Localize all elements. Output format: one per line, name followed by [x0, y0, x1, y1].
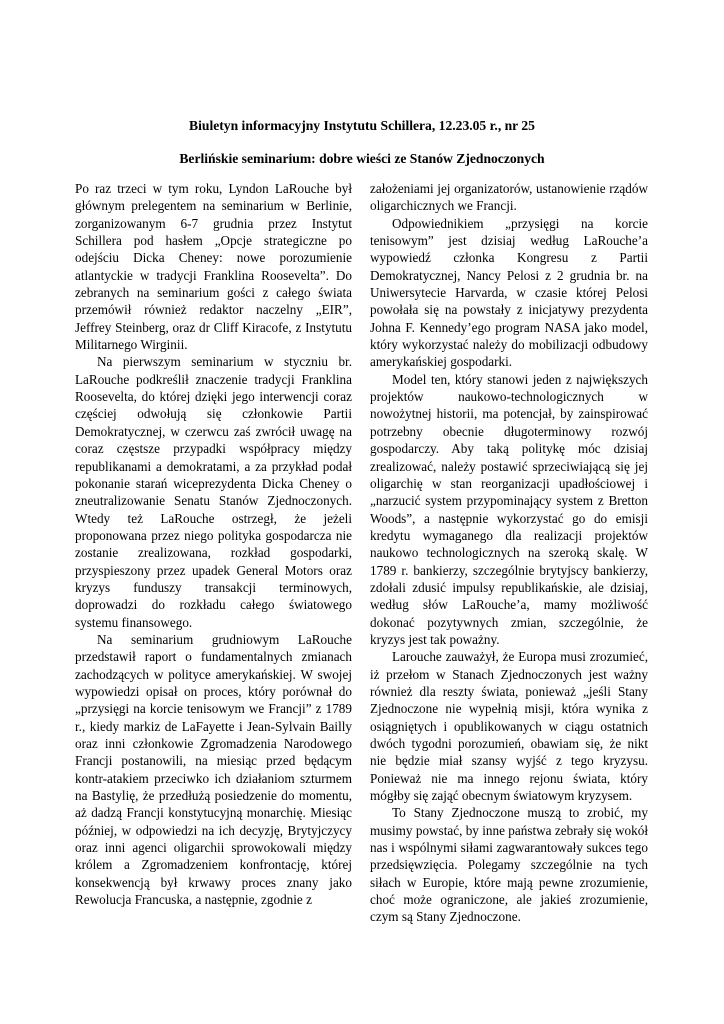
- paragraph-right-4: Larouche zauważył, że Europa musi zrozumieć, iż przełom w Stanach Zjednoczonych jest ważny również dla reszty świata, ponieważ „jeśli Stany Zjednoczone nie wypełnią misji, która wynika z osiągniętych i opublikowanych w ciągu ostatnich dwóch tygodni porozumień, obawiam się, że nikt nie będzie miał szansy wyjść z tego kryzysu. Ponieważ nie ma innego rejonu świata, który mógłby się zająć obecnym światowym kryzysem.: [370, 649, 648, 804]
- bulletin-title: Biuletyn informacyjny Instytutu Schillera, 12.23.05 r., nr 25: [189, 118, 535, 133]
- paragraph-right-3: Model ten, który stanowi jeden z największych projektów naukowo-technologicznych w nowożytnej historii, ma potencjał, by zainspirować potrzebny obecnie długoterminowy rozwój gospodarczy. Aby taką politykę móc dzisiaj zrealizować, należy postawić sprzeciwiającą się jej oligarchię w stan reorganizacji upadłościowej i „narzucić system przypominający system z Bretton Woods”, a następnie wykorzystać go do emisji kredytu wymaganego dla realizacji projektów naukowo technologicznych na szeroką skalę. W 1789 r. bankierzy, szczególnie brytyjscy bankierzy, zdołali zdusić impulsy republikańskie, ale dzisiaj, według słów LaRouche’a, mamy możliwość dokonać pozytywnych zmian, szczególnie, że kryzys jest tak poważny.: [370, 371, 648, 647]
- paragraph-right-2: Odpowiednikiem „przysięgi na korcie tenisowym” jest dzisiaj według LaRouche’a wypowiedź członka Kongresu z Partii Demokratycznej, Nancy Pelosi z 2 grudnia br. na Uniwersytecie Harvarda, w czasie której Pelosi powołała się na powstały z inicjatywy prezydenta Johna F. Kennedy’ego program NASA jako model, który wykorzystać należy do mobilizacji odbudowy amerykańskiej gospodarki.: [370, 215, 648, 370]
- paragraph-right-1: założeniami jej organizatorów, ustanowienie rządów oligarchicznych we Francji.: [370, 181, 648, 214]
- paragraph-right-5: To Stany Zjednoczone muszą to zrobić, my musimy powstać, by inne państwa zebrały się wokół nas i wspólnymi siłami zagwarantowały sukces tego przedsięwzięcia. Polegamy szczególnie na tych siłach w Europie, które mają pewne zrozumienie, choć może ograniczone, ale jakieś zrozumienie, czym są Stany Zjednoczone.: [370, 805, 648, 925]
- article-left-column: [75, 180, 352, 908]
- paragraph-left-2: Na pierwszym seminarium w styczniu br. LaRouche podkreślił znaczenie tradycji Franklina Roosevelta, do której dzięki jego interwencji coraz częściej odwołują się członkowie Partii Demokratycznej, w czerwcu zaś zwrócił uwagę na coraz częstsze przypadki współpracy między republikanami a demokratami, a za przykład podał pokonanie starań wiceprezydenta Dicka Cheney o zneutralizowanie Senatu Stanów Zjednoczonych. Wtedy też LaRouche ostrzegł, że jeżeli proponowana przez niego polityka gospodarcza nie zostanie zrealizowana, rozkład gospodarki, przyspieszony przez upadek General Motors oraz kryzys funduszy transakcji terminowych, doprowadzi do rozkładu całego światowego systemu finansowego.: [75, 354, 352, 630]
- paragraph-left-1: Po raz trzeci w tym roku, Lyndon LaRouche był głównym prelegentem na seminarium w Berlinie, zorganizowanym 6-7 grudnia przez Instytut Schillera pod hasłem „Opcje strategiczne po odejściu Dicka Cheney: nowe porozumienie atlantyckie w tradycji Franklina Roosevelta”. Do zebranych na seminarium gości z całego świata przemówił również redaktor naczelny „EIR”, Jeffrey Steinberg, oraz dr Cliff Kiracofe, z Instytutu Militarnego Wirginii.: [75, 181, 352, 353]
- article-right-column: [370, 180, 648, 926]
- paragraph-left-3: Na seminarium grudniowym LaRouche przedstawił raport o fundamentalnych zmianach zachodzących w polityce amerykańskiej. W swojej wypowiedzi opisał on proces, który porównał do „przysięgi na korcie tenisowym we Francji” z 1789 r., kiedy markiz de LaFayette i Jean-Sylvain Bailly oraz inni członkowie Zgromadzenia Narodowego Francji postanowili, na miesiąc przed będącym kontr-atakiem przeciwko ich działaniom szturmem na Bastylię, że przedłużą posiedzenie do momentu, aż dadzą Francji konstytucyjną monarchię. Miesiąc później, w odpowiedzi na ich decyzję, Brytyjczycy oraz inni agenci oligarchii sprowokowali między królem a Zgromadzeniem konfrontację, której konsekwencją był krwawy proces znany jako Rewolucja Francuska, a następnie, zgodnie z: [75, 631, 352, 908]
- article-title: Berlińskie seminarium: dobre wieści ze Stanów Zjednoczonych: [179, 151, 545, 166]
